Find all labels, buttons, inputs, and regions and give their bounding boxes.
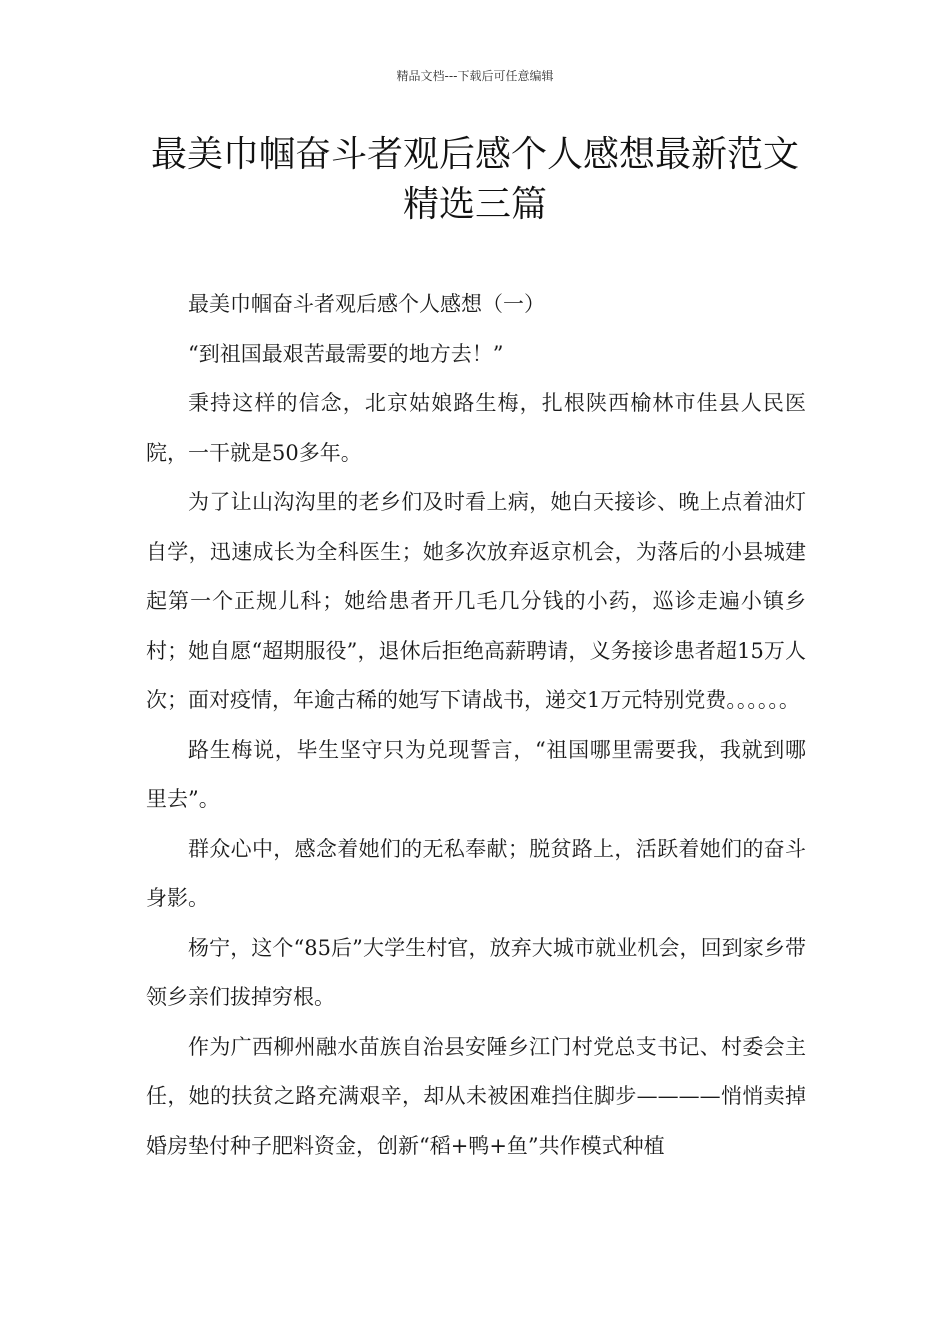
paragraph: 最美巾帼奋斗者观后感个人感想（一） bbox=[188, 292, 545, 316]
header-note: 精品文档---下载后可任意编辑 bbox=[396, 69, 554, 83]
paragraph: 路生梅说，毕生坚守只为兑现誓言，“祖国哪里需要我，我就到哪里去”。 bbox=[146, 737, 806, 811]
paragraph: “到祖国最艰苦最需要的地方去！” bbox=[188, 341, 504, 366]
page-title: 最美巾帼奋斗者观后感个人感想最新范文精选三篇 bbox=[150, 134, 799, 225]
paragraph: 群众心中，感念着她们的无私奉献；脱贫路上，活跃着她们的奋斗身影。 bbox=[146, 836, 806, 910]
document-body bbox=[146, 280, 806, 1171]
paragraph: 杨宁，这个“85后”大学生村官，放弃大城市就业机会，回到家乡带领乡亲们拔掉穷根。 bbox=[146, 935, 806, 1009]
paragraph: 秉持这样的信念，北京姑娘路生梅，扎根陕西榆林市佳县人民医院，一干就是50多年。 bbox=[146, 391, 806, 465]
paragraph: 为了让山沟沟里的老乡们及时看上病，她白天接诊、晚上点着油灯自学，迅速成长为全科医生；她多次放弃返京机会，为落后的小县城建起第一个正规儿科；她给患者开几毛几分钱的小药，巡诊走遍小镇乡村；她自愿“超期服役”，退休后拒绝高薪聘请，义务接诊患者超15万人次；面对疫情，年逾古稀的她写下请战书，递交1万元特别党费。。。。。。 bbox=[146, 490, 806, 712]
paragraph: 作为广西柳州融水苗族自治县安陲乡江门村党总支书记、村委会主任，她的扶贫之路充满艰辛，却从未被困难挡住脚步————悄悄卖掉婚房垫付种子肥料资金，创新“稻+鸭+鱼”共作模式种植 bbox=[146, 1034, 806, 1158]
